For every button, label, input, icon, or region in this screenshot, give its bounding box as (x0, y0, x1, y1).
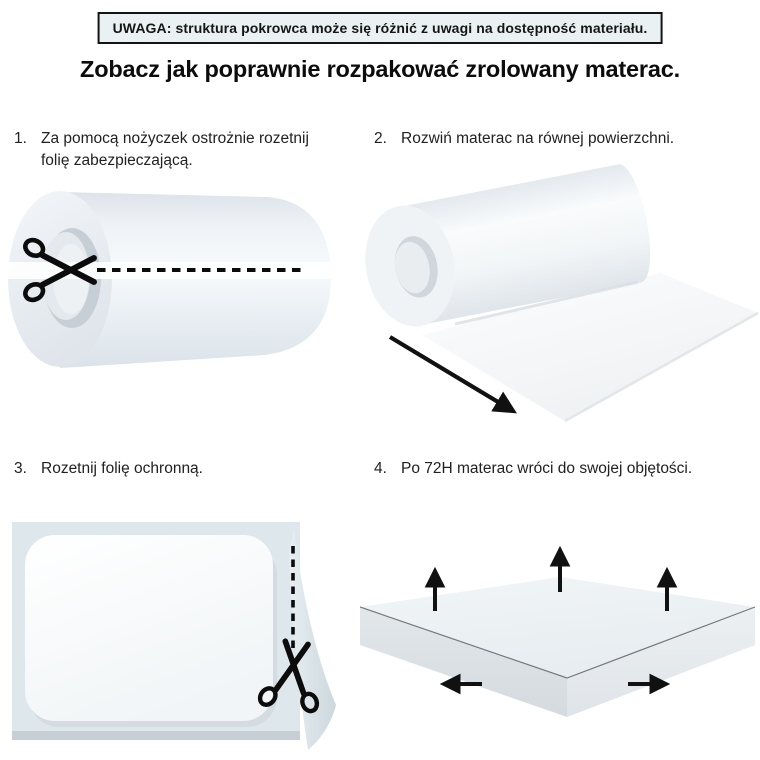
step-2-number: 2. (374, 130, 387, 147)
step-1-number: 1. (14, 130, 27, 147)
unrolling-mattress-illustration (360, 163, 760, 438)
step-1-text: Za pomocą nożyczek ostrożnie rozetnij folię zabezpieczającą. (41, 130, 309, 169)
step-3-text: Rozetnij folię ochronną. (41, 460, 203, 477)
step-3-number: 3. (14, 460, 27, 477)
step-2-caption (374, 128, 756, 150)
mattress-slab (360, 577, 755, 717)
step-4-text: Po 72H materac wróci do swojej objętości. (401, 460, 693, 477)
step-2-text: Rozwiń materac na równej powierzchni. (401, 130, 675, 147)
expanding-mattress-illustration (360, 535, 760, 760)
step-1-caption (14, 128, 336, 172)
page-title: Zobacz jak poprawnie rozpakować zrolowany materac. (80, 56, 680, 82)
step-3-caption (14, 458, 336, 480)
mattress (25, 535, 273, 721)
cutting-film-illustration (5, 508, 340, 758)
notice-banner: UWAGA: struktura pokrowca może się różnić z uwagi na dostępność materiału. (98, 12, 663, 44)
rolled-mattress-illustration (5, 188, 335, 373)
step-4-caption (374, 458, 756, 480)
step-4-number: 4. (374, 460, 387, 477)
